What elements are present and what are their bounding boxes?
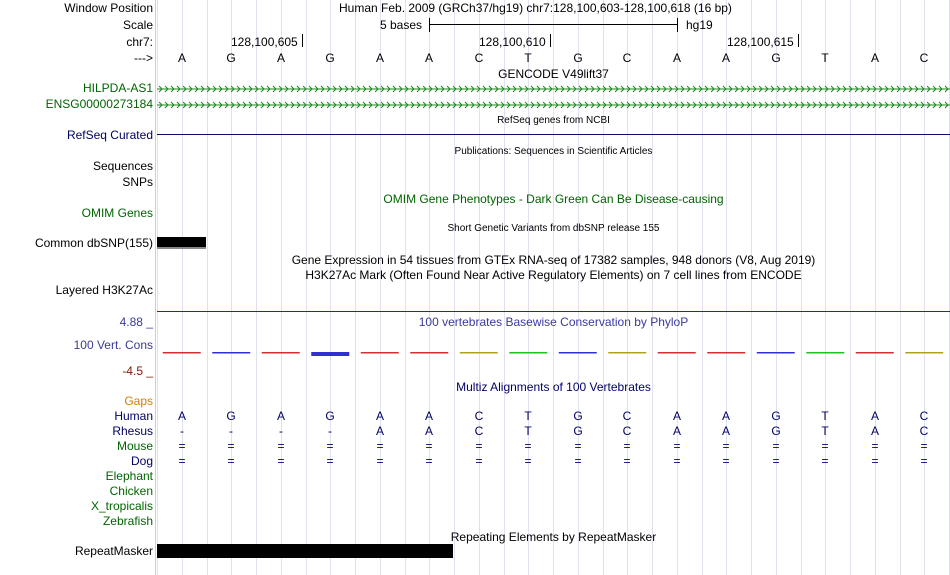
h3k27ac-baseline	[157, 311, 950, 312]
base-letter: C	[474, 51, 484, 65]
base-letter: C	[622, 51, 632, 65]
coord-tick-1	[302, 34, 303, 47]
base-letter: A	[672, 51, 681, 65]
alignment-base: C	[474, 424, 484, 438]
gencode-track-title[interactable]: GENCODE V49lift37	[498, 67, 609, 81]
coord-tick-3	[798, 34, 799, 47]
alignment-base: =	[920, 454, 928, 468]
alignment-base: =	[574, 439, 582, 453]
dbsnp-track-label[interactable]: Common dbSNP(155)	[34, 236, 153, 250]
alignment-base: =	[722, 439, 730, 453]
alignment-base: =	[623, 454, 631, 468]
coord-label-1: 128,100,605	[231, 35, 298, 49]
alignment-base: =	[277, 439, 285, 453]
alignment-base: =	[673, 439, 681, 453]
species-label[interactable]: Zebrafish	[102, 514, 153, 528]
sequences-label[interactable]: Sequences	[92, 159, 153, 173]
gencode-arrow-line	[157, 100, 950, 109]
species-label[interactable]: Dog	[130, 454, 153, 468]
chrom-label: chr7:	[126, 35, 153, 49]
label-divider	[155, 0, 156, 575]
alignment-base: =	[425, 439, 433, 453]
alignment-base: A	[721, 424, 730, 438]
base-letter: A	[177, 51, 186, 65]
conservation-max-label: 4.88 _	[119, 315, 153, 329]
alignment-base: =	[227, 454, 235, 468]
alignment-base: G	[325, 409, 335, 423]
base-letter: C	[919, 51, 929, 65]
base-letter: G	[771, 51, 781, 65]
base-letter: G	[325, 51, 335, 65]
alignment-base: -	[180, 424, 184, 438]
alignment-base: T	[821, 409, 829, 423]
coord-label-3: 128,100,615	[727, 35, 794, 49]
alignment-base: T	[821, 424, 829, 438]
alignment-base: C	[919, 409, 929, 423]
conservation-mark	[460, 352, 498, 354]
repeatmasker-track-title[interactable]: Repeating Elements by RepeatMasker	[450, 530, 657, 544]
species-label[interactable]: X_tropicalis	[90, 499, 153, 513]
species-label[interactable]: Human	[114, 409, 153, 423]
alignment-base: =	[227, 439, 235, 453]
strand-label: --->	[134, 51, 153, 65]
alignment-base: A	[721, 409, 730, 423]
repeatmasker-feature[interactable]	[157, 544, 453, 558]
alignment-base: =	[871, 454, 879, 468]
alignment-base: C	[474, 409, 484, 423]
conservation-mark	[658, 352, 696, 354]
conservation-plot[interactable]	[157, 346, 950, 360]
base-letter: A	[424, 51, 433, 65]
alignment-base: =	[772, 454, 780, 468]
alignment-base: G	[226, 409, 236, 423]
scale-bar-left-tick	[429, 18, 430, 32]
snps-label[interactable]: SNPs	[122, 175, 153, 189]
scale-label: Scale	[122, 18, 153, 32]
conservation-mark	[212, 352, 250, 354]
conservation-mark	[311, 352, 349, 356]
conservation-mark	[757, 352, 795, 354]
alignment-base: =	[376, 454, 384, 468]
conservation-mark	[163, 352, 201, 354]
alignment-base: -	[328, 424, 332, 438]
alignment-base: =	[623, 439, 631, 453]
refseq-track-label[interactable]: RefSeq Curated	[66, 128, 153, 142]
base-letter: A	[375, 51, 384, 65]
dbsnp-variant-feature[interactable]	[157, 237, 206, 249]
conservation-mark	[262, 352, 300, 354]
alignment-base: =	[821, 439, 829, 453]
alignment-base: =	[574, 454, 582, 468]
conservation-mark	[509, 352, 547, 354]
conservation-min-label: -4.5 _	[122, 364, 153, 378]
window-position-value: Human Feb. 2009 (GRCh37/hg19) chr7:128,100,603-128,100,618 (16 bp)	[339, 1, 732, 15]
alignment-base: -	[279, 424, 283, 438]
base-letter: G	[573, 51, 583, 65]
alignment-base: =	[524, 439, 532, 453]
refseq-track-title[interactable]: RefSeq genes from NCBI	[497, 115, 610, 126]
alignment-base: T	[524, 424, 532, 438]
alignment-base: =	[475, 439, 483, 453]
gencode-item-hilpda-as1[interactable]: HILPDA-AS1	[82, 81, 153, 95]
conservation-mark	[806, 352, 844, 354]
base-letter: A	[870, 51, 879, 65]
base-letter: T	[821, 51, 829, 65]
conservation-mark	[856, 352, 894, 354]
alignment-base: C	[622, 424, 632, 438]
alignment-base: =	[772, 439, 780, 453]
base-letter: G	[226, 51, 236, 65]
dbsnp-track-title[interactable]: Short Genetic Variants from dbSNP release 155	[447, 223, 660, 234]
gencode-feature-ensg00000273184[interactable]	[157, 99, 950, 109]
conservation-mark	[410, 352, 448, 354]
alignment-base: =	[376, 439, 384, 453]
gtex-track-title[interactable]: Gene Expression in 54 tissues from GTEx RNA-seq of 17382 samples, 948 donors (V8, Aug 2019)	[291, 253, 816, 267]
alignment-base: A	[375, 424, 384, 438]
alignment-base: =	[178, 454, 186, 468]
alignment-base: =	[673, 454, 681, 468]
window-position-label: Window Position	[64, 1, 153, 15]
alignment-base: =	[524, 454, 532, 468]
h3k27ac-track-label[interactable]: Layered H3K27Ac	[55, 283, 153, 297]
alignment-base: A	[177, 409, 186, 423]
repeatmasker-track-label[interactable]: RepeatMasker	[74, 544, 153, 558]
alignment-base: A	[424, 409, 433, 423]
h3k27ac-track-title[interactable]: H3K27Ac Mark (Often Found Near Active Regulatory Elements) on 7 cell lines from ENCODE	[305, 268, 802, 282]
scale-assembly: hg19	[686, 18, 713, 32]
base-letter: T	[524, 51, 532, 65]
scale-text: 5 bases	[380, 18, 423, 32]
alignment-base: =	[326, 454, 334, 468]
alignment-base: G	[573, 424, 583, 438]
alignment-base: C	[622, 409, 632, 423]
alignment-base: T	[524, 409, 532, 423]
base-letter: A	[721, 51, 730, 65]
base-letter: A	[276, 51, 285, 65]
alignment-base: A	[870, 424, 879, 438]
alignment-base: =	[821, 454, 829, 468]
alignment-base: G	[573, 409, 583, 423]
omim-track-label[interactable]: OMIM Genes	[81, 206, 153, 220]
conservation-track-title[interactable]: 100 vertebrates Basewise Conservation by PhyloP	[418, 315, 689, 329]
coord-label-2: 128,100,610	[479, 35, 546, 49]
scale-bar-right-tick	[677, 18, 678, 32]
alignment-base: G	[771, 409, 781, 423]
alignment-base: =	[475, 454, 483, 468]
alignment-base: G	[771, 424, 781, 438]
alignment-base: A	[375, 409, 384, 423]
species-label[interactable]: Mouse	[116, 439, 153, 453]
coord-tick-2	[550, 34, 551, 47]
gaps-label[interactable]: Gaps	[124, 394, 153, 408]
species-label[interactable]: Elephant	[105, 469, 153, 483]
alignment-base: A	[870, 409, 879, 423]
alignment-base: A	[424, 424, 433, 438]
alignment-base: =	[326, 439, 334, 453]
alignment-base: =	[178, 439, 186, 453]
alignment-base: =	[722, 454, 730, 468]
publications-track-title[interactable]: Publications: Sequences in Scientific Articles	[454, 146, 653, 157]
conservation-mark	[361, 352, 399, 354]
refseq-feature-line[interactable]	[157, 134, 950, 135]
multiz-track-title[interactable]: Multiz Alignments of 100 Vertebrates	[456, 380, 651, 394]
gencode-arrow-line	[157, 84, 950, 93]
gencode-feature-hilpda-as1[interactable]	[157, 83, 950, 93]
alignment-base: -	[229, 424, 233, 438]
alignment-base: C	[919, 424, 929, 438]
alignment-base: A	[672, 424, 681, 438]
species-label[interactable]: Rhesus	[112, 424, 153, 438]
alignment-base: =	[277, 454, 285, 468]
gencode-item-ensg00000273184[interactable]: ENSG00000273184	[45, 97, 153, 111]
conservation-mark	[559, 352, 597, 354]
scale-bar	[429, 24, 678, 25]
alignment-base: =	[920, 439, 928, 453]
conservation-mark	[608, 352, 646, 354]
alignment-base: =	[871, 439, 879, 453]
species-label[interactable]: Chicken	[109, 484, 153, 498]
conservation-track-label[interactable]: 100 Vert. Cons	[73, 338, 153, 352]
omim-track-title[interactable]: OMIM Gene Phenotypes - Dark Green Can Be Disease-causing	[383, 192, 724, 206]
alignment-base: =	[425, 454, 433, 468]
alignment-base: A	[276, 409, 285, 423]
alignment-base: A	[672, 409, 681, 423]
conservation-mark	[707, 352, 745, 354]
conservation-mark	[905, 352, 943, 354]
